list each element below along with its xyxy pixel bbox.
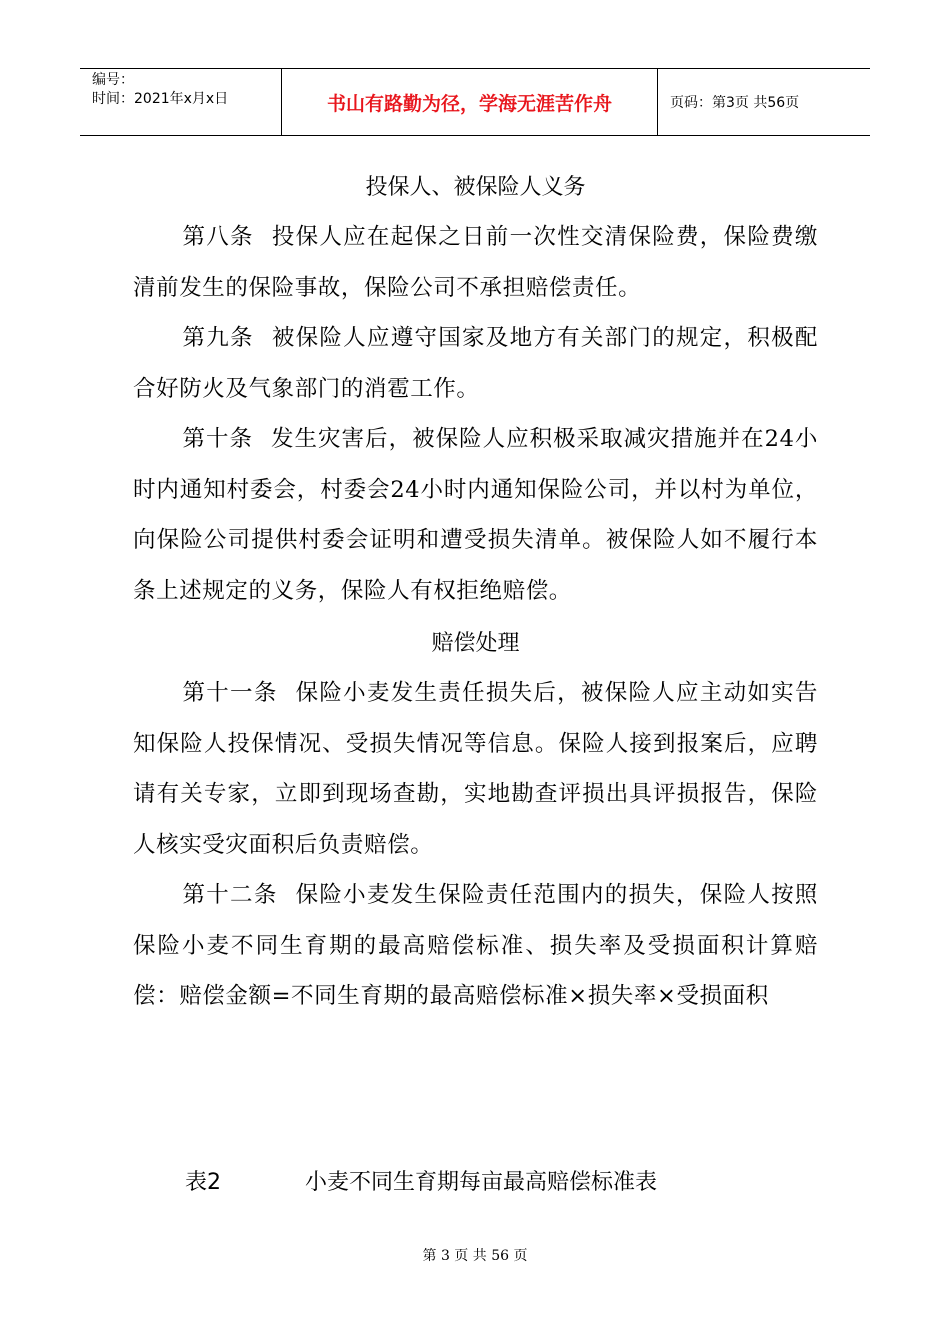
article-11 [133,668,818,870]
page-header [80,68,870,136]
article-number: 第十一条 [182,680,278,706]
article-number: 第十条 [182,426,254,452]
header-page-info: 页码：第3页 共56页 [670,95,800,111]
page-footer: 第 3 页 共 56 页 [422,1248,528,1264]
article-9 [133,313,818,414]
article-10 [133,414,818,616]
article-8 [133,212,818,313]
article-text: 保险小麦发生责任损失后，被保险人应主动如实告知保险人投保情况、受损失情况等信息。保险人接到报案后，应聘请有关专家，立即到现场查勘，实地勘查评损出具评损报告，保险人核实受灾面积后负责赔偿。 [133,680,818,858]
document-body [133,160,818,1022]
article-12 [133,870,818,1022]
section-title-obligations: 投保人、被保险人义务 [365,175,586,200]
article-text: 投保人应在起保之日前一次性交清保险费，保险费缴清前发生的保险事故，保险公司不承担赔偿责任。 [133,224,818,301]
table-title: 小麦不同生育期每亩最高赔偿标准表 [305,1170,658,1195]
table-number: 表2 [185,1170,221,1195]
article-text: 保险小麦发生保险责任范围内的损失，保险人按照保险小麦不同生育期的最高赔偿标准、损失率及受损面积计算赔偿：赔偿金额=不同生育期的最高赔偿标准×损失率×受损面积 [133,882,818,1009]
header-motto: 书山有路勤为径，学海无涯苦作舟 [282,69,658,135]
article-number: 第八条 [182,224,254,250]
date-label: 时间：2021年x月x日 [92,91,229,107]
article-text: 被保险人应遵守国家及地方有关部门的规定，积极配合好防火及气象部门的消雹工作。 [133,325,818,402]
section-title-claims: 赔偿处理 [431,631,520,656]
article-number: 第九条 [182,325,254,351]
article-number: 第十二条 [182,882,278,908]
serial-label: 编号： [92,72,134,88]
header-meta [80,69,282,135]
article-text: 发生灾害后，被保险人应积极采取减灾措施并在24小时内通知村委会，村委会24小时内通知保险公司，并以村为单位，向保险公司提供村委会证明和遭受损失清单。被保险人如不履行本条上述规定的义务，保险人有权拒绝赔偿。 [133,426,818,604]
table-caption [185,1168,657,1198]
